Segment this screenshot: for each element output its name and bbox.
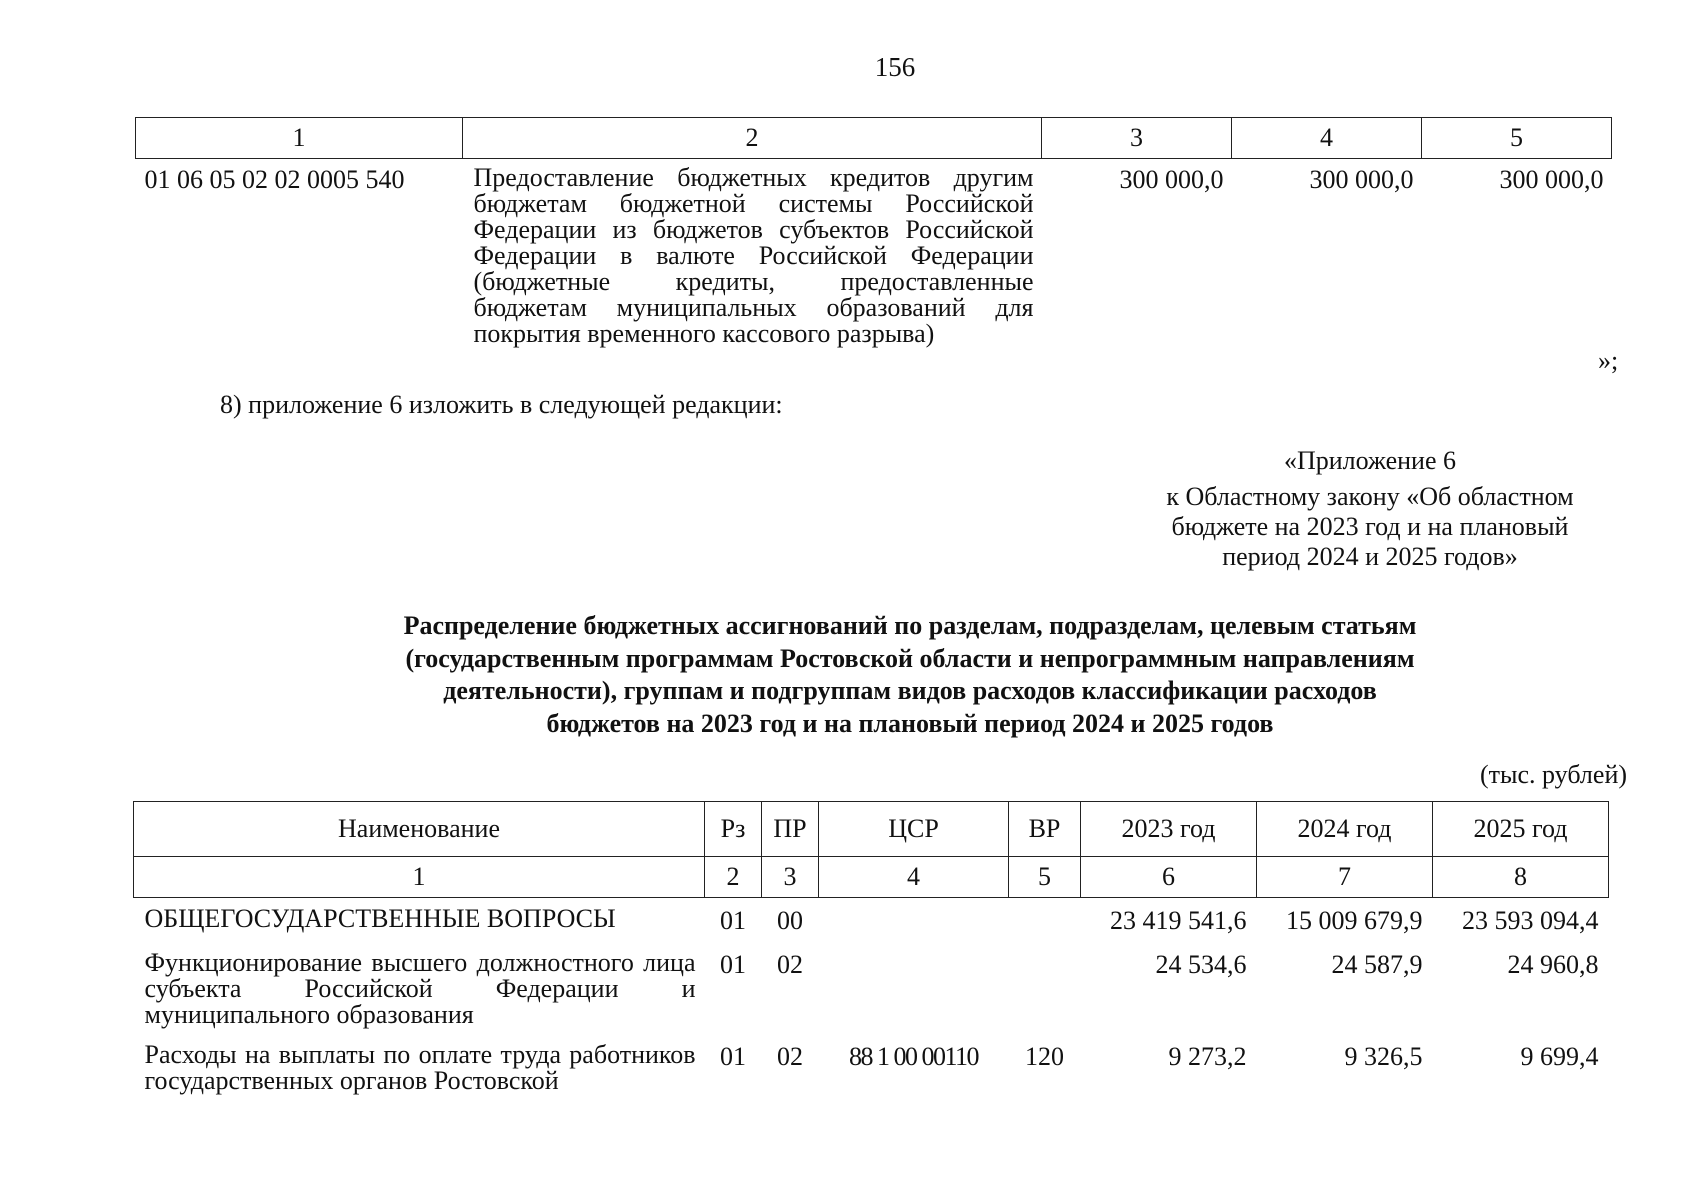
row-name: Функционирование высшего должностного лица субъекта Российской Федерации и муниципального образования xyxy=(144,948,696,1029)
column-numbers-row xyxy=(134,857,1609,898)
row-pr: 02 xyxy=(777,1042,803,1071)
title-line: деятельности), группам и подгруппам видов расходов классификации расходов xyxy=(443,676,1377,705)
column-number: 7 xyxy=(1257,857,1433,898)
column-number: 3 xyxy=(1042,118,1232,159)
row-pr: 02 xyxy=(777,950,803,979)
row-csr xyxy=(819,898,1009,943)
column-number: 2 xyxy=(463,118,1042,159)
table-row xyxy=(134,1034,1609,1100)
row-2025: 23 593 094,4 xyxy=(1462,906,1599,935)
value-col5: 300 000,0 xyxy=(1499,165,1604,194)
table-row xyxy=(134,942,1609,1034)
appendix-title: «Приложение 6 xyxy=(1283,446,1457,475)
row-2023: 24 534,6 xyxy=(1155,950,1247,979)
value-col3: 300 000,0 xyxy=(1119,165,1224,194)
page-number: 156 xyxy=(874,52,916,82)
title-line: Распределение бюджетных ассигнований по разделам, подразделам, целевым статьям xyxy=(403,611,1417,640)
value-col4: 300 000,0 xyxy=(1309,165,1414,194)
header-name: Наименование xyxy=(134,802,705,857)
column-number: 5 xyxy=(1422,118,1612,159)
row-2024: 24 587,9 xyxy=(1331,950,1423,979)
column-number: 2 xyxy=(705,857,762,898)
distribution-title xyxy=(300,610,1520,740)
row-2024: 15 009 679,9 xyxy=(1286,906,1423,935)
appendix-subtitle-line: бюджете на 2023 год и на плановый xyxy=(1171,512,1569,541)
row-csr: 88 1 00 00110 xyxy=(848,1042,979,1071)
column-number: 4 xyxy=(1232,118,1422,159)
row-csr xyxy=(819,942,1009,1034)
row-rz: 01 xyxy=(720,950,746,979)
row-vr xyxy=(1009,942,1081,1034)
row-rz: 01 xyxy=(720,1042,746,1071)
column-number: 5 xyxy=(1009,857,1081,898)
row-pr: 00 xyxy=(777,906,803,935)
row-2024: 9 326,5 xyxy=(1344,1042,1423,1071)
column-number: 1 xyxy=(136,118,463,159)
appendix-subtitle-line: к Областному закону «Об областном xyxy=(1166,482,1574,511)
row-vr: 120 xyxy=(1025,1042,1064,1071)
column-number: 6 xyxy=(1081,857,1257,898)
column-number: 8 xyxy=(1433,857,1609,898)
row-rz: 01 xyxy=(720,906,746,935)
amendment-item: 8) приложение 6 изложить в следующей редакции: xyxy=(220,390,783,419)
column-number: 4 xyxy=(819,857,1009,898)
row-2025: 9 699,4 xyxy=(1520,1042,1599,1071)
header-vr: ВР xyxy=(1009,802,1081,857)
sources-table xyxy=(135,117,1612,347)
column-number: 1 xyxy=(134,857,705,898)
row-2025: 24 960,8 xyxy=(1507,950,1599,979)
table-row xyxy=(136,159,1612,348)
expenditures-table xyxy=(133,801,1609,1100)
row-2023: 23 419 541,6 xyxy=(1110,906,1247,935)
header-pr: ПР xyxy=(762,802,819,857)
budget-code: 01 06 05 02 02 0005 540 xyxy=(144,165,405,194)
table-row xyxy=(134,898,1609,943)
header-rz: Рз xyxy=(705,802,762,857)
appendix-heading xyxy=(1120,446,1620,572)
column-number: 3 xyxy=(762,857,819,898)
title-line: бюджетов на 2023 год и на плановый период 2024 и 2025 годов xyxy=(546,708,1274,738)
closing-quote: »; xyxy=(1598,346,1619,375)
row-name: ОБЩЕГОСУДАРСТВЕННЫЕ ВОПРОСЫ xyxy=(144,904,616,933)
header-2023: 2023 год xyxy=(1081,802,1257,857)
row-name: Расходы на выплаты по оплате труда работников государственных органов Ростовской xyxy=(144,1040,696,1095)
header-csr: ЦСР xyxy=(819,802,1009,857)
appendix-subtitle-line: период 2024 и 2025 годов» xyxy=(1222,542,1518,571)
units-label: (тыс. рублей) xyxy=(1480,760,1628,789)
row-2023: 9 273,2 xyxy=(1168,1042,1247,1071)
title-line: (государственным программам Ростовской области и непрограммным направлениям xyxy=(405,643,1415,673)
header-2024: 2024 год xyxy=(1257,802,1433,857)
sources-table-header xyxy=(136,118,1612,159)
expenditures-table-header xyxy=(134,802,1609,857)
header-2025: 2025 год xyxy=(1433,802,1609,857)
row-description: Предоставление бюджетных кредитов другим бюджетам бюджетной системы Российской Федерации из бюджетов субъектов Российской Федерации в валюте Российской Федерации (бюджетные кредиты, предоставленные бюджетам муниципальных образований для покрытия временного кассового разрыва) xyxy=(473,163,1034,348)
row-vr xyxy=(1009,898,1081,943)
